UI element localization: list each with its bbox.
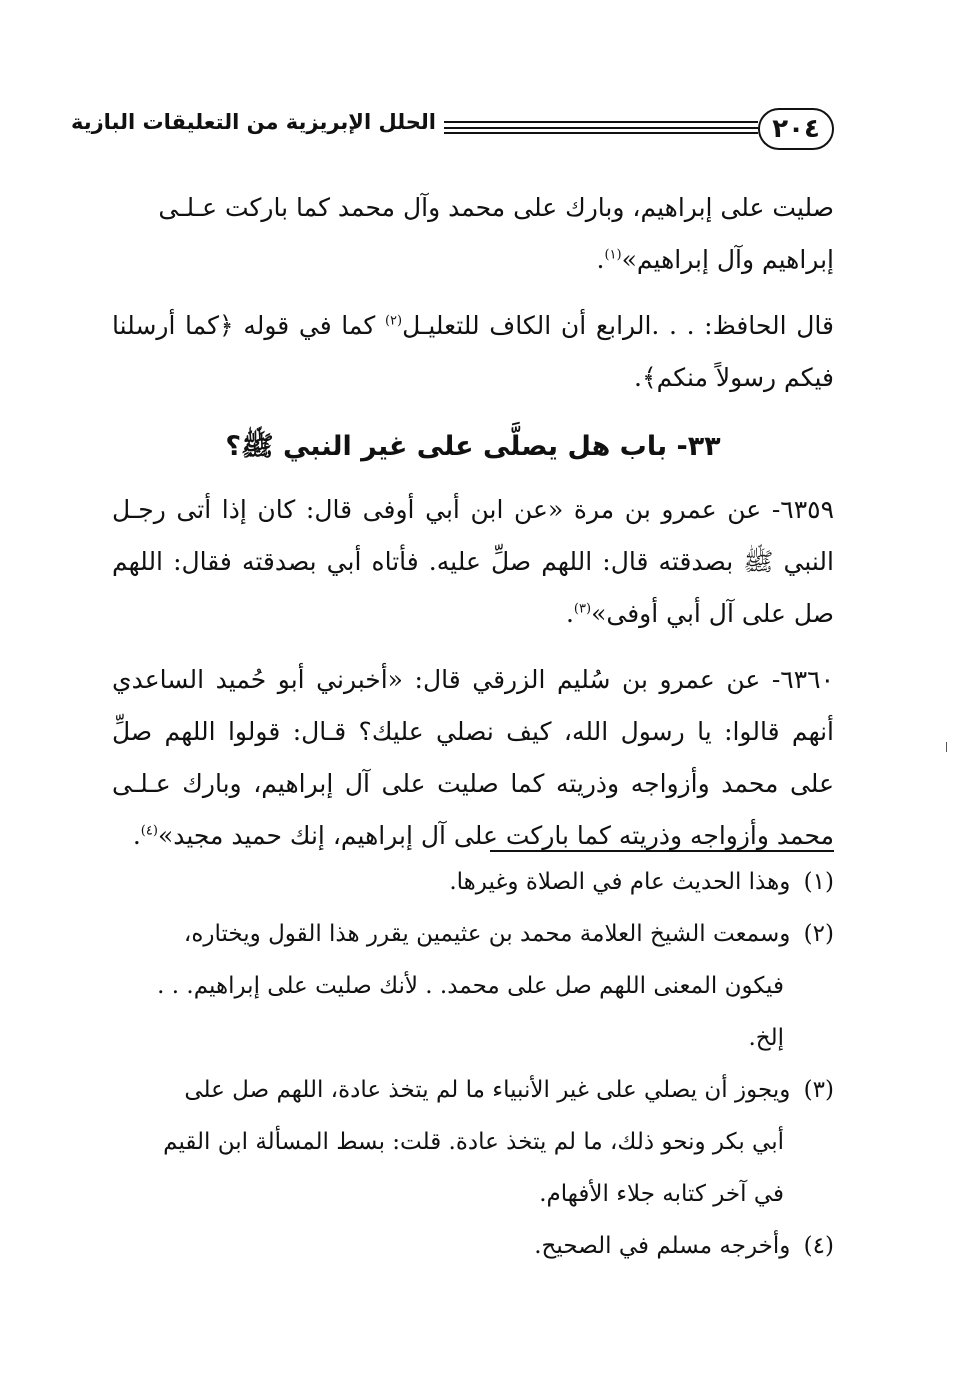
footnote-3 xyxy=(112,1064,834,1116)
footnote-ref-4: (٤) xyxy=(140,823,158,839)
footnote-3-cont xyxy=(112,1116,834,1220)
footnote-ref-3: (٣) xyxy=(573,601,592,617)
paragraph-hafiz xyxy=(112,300,834,404)
running-title: الحلل الإبريزية من التعليقات البازية xyxy=(70,110,436,134)
header-double-rule xyxy=(444,121,758,129)
footnote-line: وأخرجه مسلم في الصحيح. xyxy=(534,1233,791,1259)
footnote-number: (٣) xyxy=(803,1077,834,1103)
footnote-line: وهذا الحديث عام في الصلاة وغيرها. xyxy=(449,869,791,895)
page-header xyxy=(70,104,834,158)
footnote-2 xyxy=(112,908,834,960)
hadith1-end: . xyxy=(565,599,574,628)
page-number-badge xyxy=(758,108,834,150)
footnote-line: في آخر كتابه جلاء الأفهام. xyxy=(539,1181,784,1207)
footnote-separator xyxy=(490,850,834,852)
scan-mark xyxy=(946,742,947,752)
footnote-number: (٢) xyxy=(803,921,834,947)
chapter-heading: ٣٣- باب هل يصلَّى على غير النبي ﷺ؟ xyxy=(225,431,721,462)
para2-text2: كما في قوله ﴿كما أرسلنا فيكم رسولاً منكم﴾. xyxy=(112,311,834,392)
footnotes xyxy=(112,856,834,1272)
para1-end: . xyxy=(596,245,605,274)
page-number: ٢٠٤ xyxy=(772,114,820,144)
hadith2-text: ٦٣٦٠- عن عمرو بن سُليم الزرقي قال: «أخبرني أبو حُميد الساعدي أنهم قالوا: يا رسول الله، كيف نصلي عليك؟ قـال: قولوا اللهم صلِّ على محمد وأزواجه وذريته كما صليت على آل إبراهيم، وبارك عـلـى محمد وأزواجه وذريته كما باركت على آل إبراهيم، إنك حميد مجيد» xyxy=(112,665,835,850)
paragraph-continuation xyxy=(112,182,834,286)
footnote-ref-1: (١) xyxy=(604,247,622,263)
hadith2-end: . xyxy=(132,821,141,850)
footnote-ref-2: (٢) xyxy=(384,313,403,329)
header-rule-line xyxy=(444,132,758,134)
hadith-6360 xyxy=(112,654,834,862)
footnote-number: (٤) xyxy=(803,1233,834,1259)
footnote-2-cont xyxy=(112,960,834,1064)
hadith-6359 xyxy=(112,484,834,640)
footnote-line: فيكون المعنى اللهم صل على محمد. . لأنك صليت على إبراهيم. . . xyxy=(157,973,784,999)
footnote-line: ويجوز أن يصلي على غير الأنبياء ما لم يتخذ عادة، اللهم صل على xyxy=(184,1077,791,1103)
para2-text: قال الحافظ: . . .الرابع أن الكاف للتعليـل xyxy=(402,311,834,340)
main-text xyxy=(112,182,834,876)
footnote-4 xyxy=(112,1220,834,1272)
para1-line1: صليت على إبراهيم، وبارك على محمد وآل محمد كما باركت عـلـى xyxy=(158,193,834,222)
footnote-line: وسمعت الشيخ العلامة محمد بن عثيمين يقرر هذا القول ويختاره، xyxy=(183,921,791,947)
footnote-number: (١) xyxy=(803,869,834,895)
para1-line2: إبراهيم وآل إبراهيم» xyxy=(621,245,834,274)
footnote-line: أبي بكر ونحو ذلك، ما لم يتخذ عادة. قلت: بسط المسألة ابن القيم xyxy=(163,1129,784,1155)
hadith1-text: ٦٣٥٩- عن عمرو بن مرة «عن ابن أبي أوفى قال: كان إذا أتى رجـل النبي ﷺ بصدقته قال: اللهم صلِّ عليه. فأتاه أبي بصدقته فقال: اللهم صل على آل أبي أوفى» xyxy=(112,495,834,628)
footnote-line: إلخ. xyxy=(748,1025,784,1051)
footnote-1 xyxy=(112,856,834,908)
